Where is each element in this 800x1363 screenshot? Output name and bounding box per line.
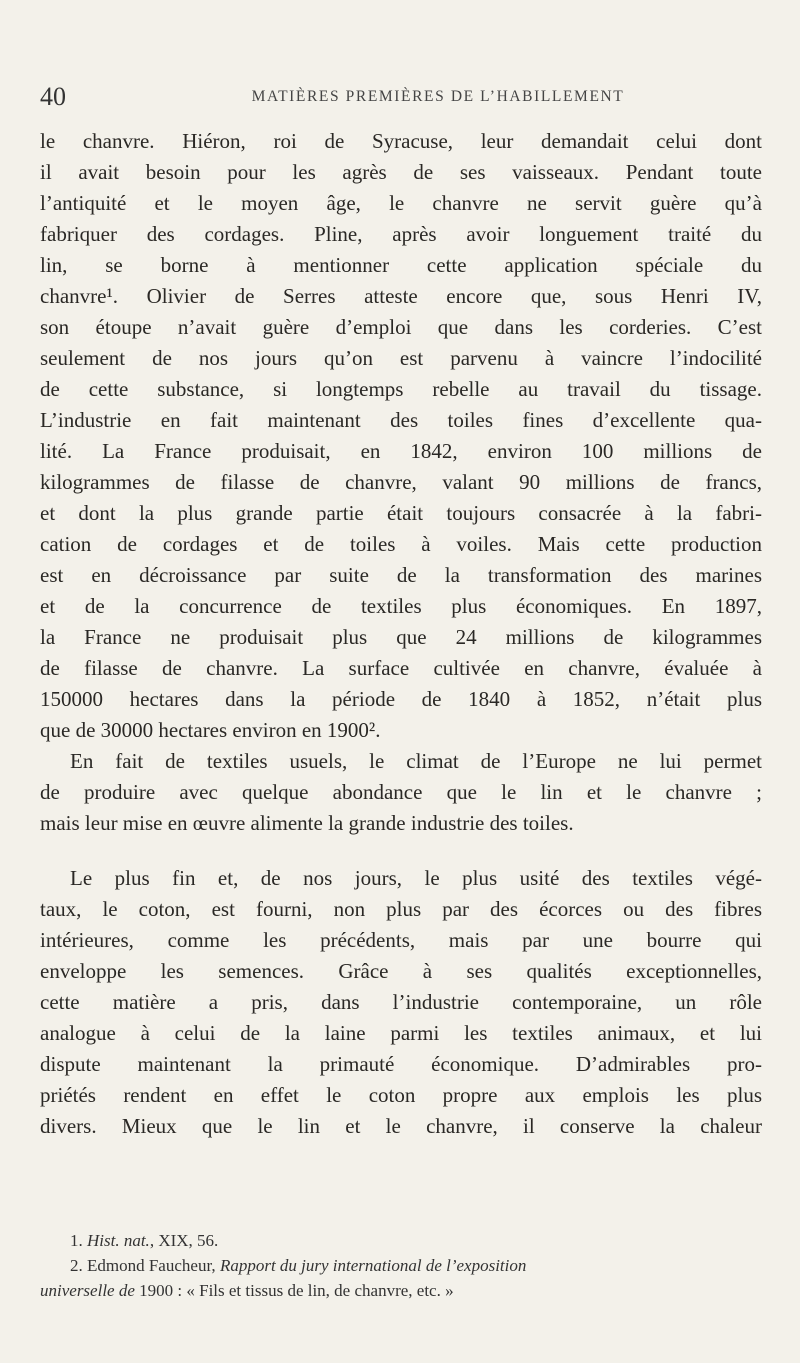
body-text <box>40 126 762 1142</box>
paragraph-cotton <box>40 863 762 1142</box>
page-header <box>40 82 760 112</box>
text-line: l’antiquité et le moyen âge, le chanvre ne servit guère qu’à <box>40 191 762 215</box>
text-line: et dont la plus grande partie était toujours consacrée à la fabri- <box>40 501 762 525</box>
section-gap <box>40 839 762 863</box>
text-line: cation de cordages et de toiles à voiles. Mais cette production <box>40 532 762 556</box>
text-line: de cette substance, si longtemps rebelle au travail du tissage. <box>40 377 762 401</box>
paragraph-hemp <box>40 126 762 746</box>
text-line: kilogrammes de filasse de chanvre, valant 90 millions de francs, <box>40 470 762 494</box>
text-line: cette matière a pris, dans l’industrie contemporaine, un rôle <box>40 990 762 1014</box>
text-line: taux, le coton, est fourni, non plus par des écorces ou des fibres <box>40 897 762 921</box>
text-line: et de la concurrence de textiles plus économiques. En 1897, <box>40 594 762 618</box>
text-line: priétés rendent en effet le coton propre aux emplois les plus <box>40 1083 762 1107</box>
footnote-1 <box>40 1228 762 1253</box>
footnote-2-continued <box>40 1278 762 1303</box>
text-line: analogue à celui de la laine parmi les textiles animaux, et lui <box>40 1021 762 1045</box>
text-line: le chanvre. Hiéron, roi de Syracuse, leur demandait celui dont <box>40 129 762 153</box>
footnote-number: 2. <box>70 1256 83 1275</box>
footnote-2 <box>40 1253 762 1278</box>
text-line: intérieures, comme les précédents, mais par une bourre qui <box>40 928 762 952</box>
text-line: de produire avec quelque abondance que le lin et le chanvre ; <box>40 780 762 804</box>
paragraph-europe <box>40 746 762 839</box>
footnotes <box>40 1228 762 1303</box>
footnote-source: Hist. nat. <box>87 1231 150 1250</box>
footnote-title-cont: universelle de <box>40 1281 135 1300</box>
text-line: dispute maintenant la primauté économique. D’admirables pro- <box>40 1052 762 1076</box>
text-line: enveloppe les semences. Grâce à ses qualités exceptionnelles, <box>40 959 762 983</box>
running-head: MATIÈRES PREMIÈRES DE L’HABILLEMENT <box>251 88 625 105</box>
text-line: chanvre¹. Olivier de Serres atteste encore que, sous Henri IV, <box>40 284 762 308</box>
text-line: lité. La France produisait, en 1842, environ 100 millions de <box>40 439 762 463</box>
text-line: fabriquer des cordages. Pline, après avoir longuement traité du <box>40 222 762 246</box>
footnote-text: , XIX, 56. <box>149 1231 219 1250</box>
footnote-title: Rapport du jury international de l’exposition <box>219 1256 527 1275</box>
page-number: 40 <box>40 82 66 111</box>
text-line: mais leur mise en œuvre alimente la grande industrie des toiles. <box>40 811 574 835</box>
text-line: que de 30000 hectares environ en 1900². <box>40 718 381 742</box>
text-line: En fait de textiles usuels, le climat de l’Europe ne lui permet <box>70 749 762 773</box>
footnote-author: Edmond Faucheur, <box>87 1256 220 1275</box>
text-line: 150000 hectares dans la période de 1840 à 1852, n’était plus <box>40 687 762 711</box>
text-line: Le plus fin et, de nos jours, le plus usité des textiles végé- <box>70 866 762 890</box>
text-line: lin, se borne à mentionner cette application spéciale du <box>40 253 762 277</box>
text-line: divers. Mieux que le lin et le chanvre, il conserve la chaleur <box>40 1114 762 1138</box>
text-line: son étoupe n’avait guère d’emploi que dans les corderies. C’est <box>40 315 762 339</box>
text-line: seulement de nos jours qu’on est parvenu à vaincre l’indocilité <box>40 346 762 370</box>
text-line: L’industrie en fait maintenant des toiles fines d’excellente qua- <box>40 408 762 432</box>
footnote-number: 1. <box>70 1231 83 1250</box>
text-line: de filasse de chanvre. La surface cultivée en chanvre, évaluée à <box>40 656 762 680</box>
text-line: il avait besoin pour les agrès de ses vaisseaux. Pendant toute <box>40 160 762 184</box>
footnote-text: 1900 : « Fils et tissus de lin, de chanvre, etc. » <box>134 1281 454 1300</box>
text-line: est en décroissance par suite de la transformation des marines <box>40 563 762 587</box>
text-line: la France ne produisait plus que 24 millions de kilogrammes <box>40 625 762 649</box>
